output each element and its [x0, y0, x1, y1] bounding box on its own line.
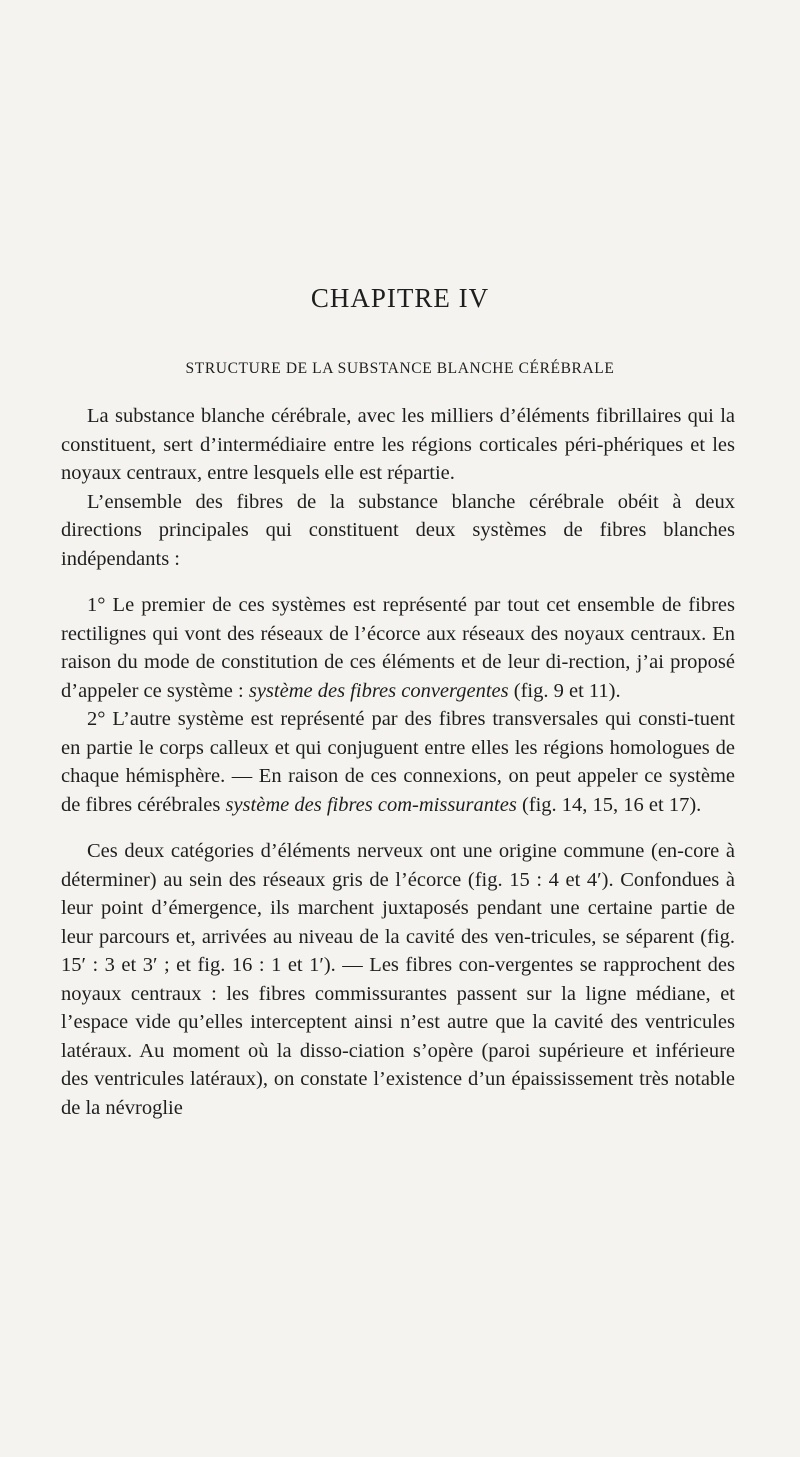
text-span: (fig. 14, 15, 16 et 17).: [516, 793, 702, 816]
text-span: L’ensemble des fibres de la substance blanche cérébrale obéit à deux directions principales qui constituent deux systèmes de fibres blanches indépendants :: [61, 490, 735, 570]
text-span: 1° Le premier de ces systèmes est représenté par tout cet ensemble de fibres rectilignes qui vont des réseaux de l’écorce aux réseaux des noyaux centraux. En raison du mode de constitution de ces éléments et de leur di-rection, j’ai proposé d’appeler ce système :: [61, 594, 735, 702]
chapter-title: CHAPITRE IV: [310, 283, 490, 313]
section-title: STRUCTURE DE LA SUBSTANCE BLANCHE CÉRÉBRALE: [185, 360, 615, 377]
text-span: 2° L’autre système est représenté par des fibres transversales qui consti-tuent en partie le corps calleux et qui conjuguent entre elles les régions homologues de chaque hémisphère. — En raison de ces connexions, on peut appeler ce système de fibres cérébrales: [61, 708, 735, 816]
paragraph-commissural-system: [61, 705, 735, 819]
term-convergent-fibers: système des fibres convergentes: [248, 679, 509, 702]
text-span: La substance blanche cérébrale, avec les milliers d’éléments fibrillaires qui la constituent, sert d’intermédiaire entre les régions corticales péri-phériques et les noyaux centraux, entre lesquels elle est répartie.: [61, 405, 735, 484]
paragraph-directions: [61, 488, 735, 574]
paragraph-intro: [61, 402, 735, 488]
term-commissural-fibers: système des fibres com-missurantes: [225, 793, 517, 816]
text-span: Ces deux catégories d’éléments nerveux ont une origine commune (en-core à déterminer) au sein des réseaux gris de l’écorce (fig. 15 : 4 et 4′). Confondues à leur point d’émergence, ils marchent juxtaposés pendant une certaine partie de leur parcours et, arrivées au niveau de la cavité des ven-tricules, se séparent (fig. 15′ : 3 et 3′ ; et fig. 16 : 1 et 1′). — Les fibres con-vergentes se rapprochent des noyaux centraux : les fibres commissurantes passent sur la ligne médiane, et l’espace vide qu’elles interceptent ainsi n’est autre que la cavité des ventricules latéraux. Au moment où la disso-ciation s’opère (paroi supérieure et inférieure des ventricules latéraux), on constate l’existence d’un épaississement très notable de la névroglie: [61, 840, 735, 1119]
text-span: (fig. 9 et 11).: [508, 679, 621, 702]
body-text: [61, 402, 735, 1122]
paragraph-common-origin: [61, 837, 735, 1122]
paragraph-convergent-system: [61, 591, 735, 705]
